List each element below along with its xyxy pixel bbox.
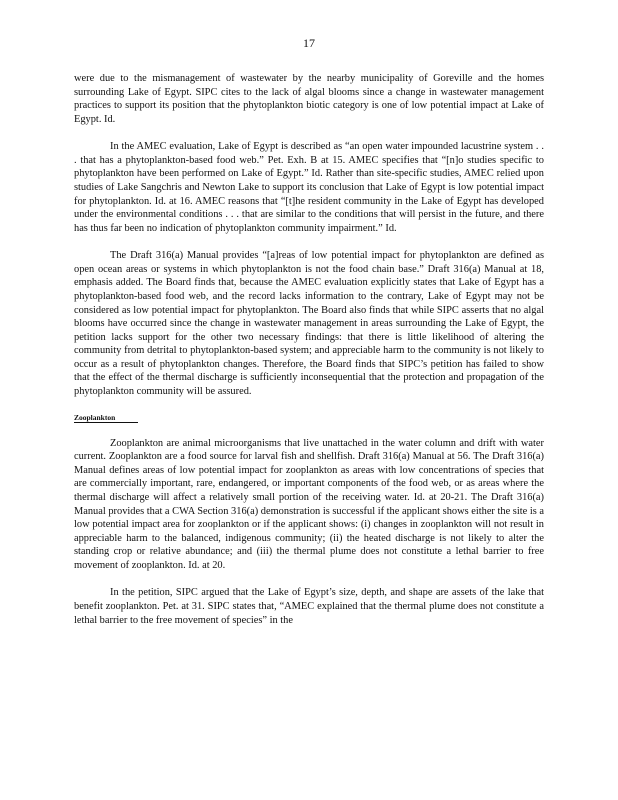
paragraph-petition-argument: In the petition, SIPC argued that the Lake of Egypt’s size, depth, and shape are assets of the lake that benefit zooplankton. Pet. at 31. SIPC states that, “AMEC explained that the thermal plume does not constitute a lethal barrier to the free movement of species” in the: [74, 587, 544, 626]
document-body: [74, 72, 544, 627]
section-heading-zooplankton: Zooplankton: [74, 413, 138, 423]
page-number: 17: [303, 36, 315, 50]
paragraph-continued: were due to the mismanagement of wastewater by the nearby municipality of Goreville and the homes surrounding Lake of Egypt. SIPC cites to the lack of algal blooms since a change in wastewater management practices to support its position that the phytoplankton biotic category is one of low potential impact at Lake of Egypt. Id.: [74, 73, 544, 125]
paragraph-amec-evaluation: In the AMEC evaluation, Lake of Egypt is described as “an open water impounded lacustrine system . . . that has a phytoplankton-based food web.” Pet. Exh. B at 15. AMEC specifies that “[n]o studies specific to phytoplankton have been performed on Lake of Egypt.” Id. Rather than site-specific studies, AMEC relied upon studies of Lake Sangchris and Newton Lake to support its conclusion that Lake of Egypt is low potential impact for phytoplankton. Id. at 16. AMEC reasons that “[t]he resident community in the Lake of Egypt has developed under the environmental conditions . . . that are similar to the conditions that will persist in the future, and there has thus far been no indication of phytoplankton community impairment.” Id.: [74, 141, 544, 234]
section-heading-wrap: [74, 413, 544, 423]
paragraph-zooplankton-definition: Zooplankton are animal microorganisms that live unattached in the water column and drift with water current. Zooplankton are a food source for larval fish and shellfish. Draft 316(a) Manual at 56. The Draft 316(a) Manual defines areas of low potential impact for zooplankton as areas with low concentrations of species that are commercially important, rare, endangered, or important components of the food web, or as areas where the thermal discharge will affect a relatively small portion of the receiving water. Id. at 20-21. The Draft 316(a) Manual provides that a CWA Section 316(a) demonstration is successful if the applicant shows either the site is a low potential impact area for zooplankton or if the applicant shows: (i) changes in zooplankton will not result in appreciable harm to the balanced, indigenous community; (ii) the heated discharge is not likely to alter the standing crop or relative abundance; and (iii) the thermal plume does not constitute a lethal barrier to free movement of zooplankton. Id. at 20.: [74, 437, 544, 571]
paragraph-draft-manual-phytoplankton: The Draft 316(a) Manual provides “[a]reas of low potential impact for phytoplankton are defined as open ocean areas or systems in which phytoplankton is not the food chain base.” Draft 316(a) Manual at 18, emphasis added. The Board finds that, because the AMEC evaluation explicitly states that Lake of Egypt has a phytoplankton-based food web, and the record lacks information to the contrary, Lake of Egypt may not be considered as low potential impact for phytoplankton. The Board also finds that while SIPC asserts that no algal blooms have occurred since the change in wastewater management in areas surrounding the Lake of Egypt, the petition lacks support for the other two necessary findings: that there is little likelihood of altering the community from detrital to phytoplankton-based system; and appreciable harm to the community is not likely to occur as a result of phytoplankton changes. Therefore, the Board finds that SIPC’s petition has failed to show that the effect of the thermal discharge is sufficiently inconsequential that the protection and propagation of the phytoplankton community will be assured.: [74, 250, 544, 398]
